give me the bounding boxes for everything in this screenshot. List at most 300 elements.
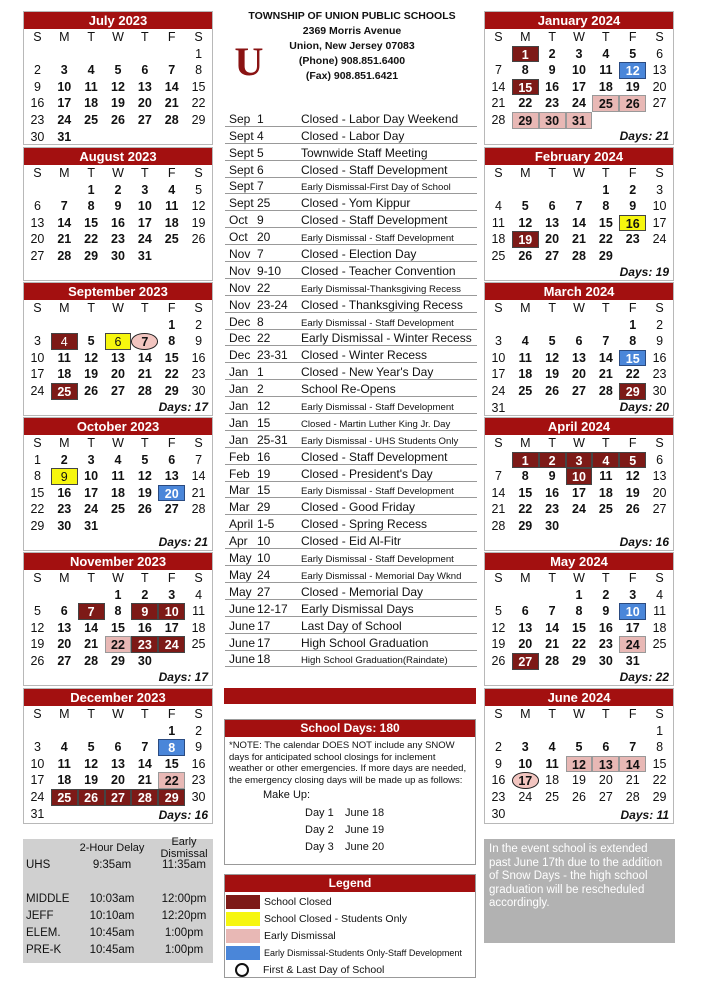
day-cell: 21 (625, 773, 640, 788)
day-cell: 28 (572, 248, 586, 263)
weekday-label: S (194, 436, 203, 450)
day-cell: 3 (521, 740, 529, 755)
event-description: Closed - Winter Recess (301, 348, 477, 363)
event-description: Early Dismissal - UHS Students Only (301, 436, 477, 448)
dismissal-time: 11:35am (162, 858, 206, 871)
event-date: 20 (257, 230, 301, 245)
makeup-row (225, 839, 475, 856)
weekday-label: S (494, 571, 503, 585)
day-cell: 2 (60, 452, 68, 467)
day-cell: 26 (84, 383, 99, 398)
delay-time: 10:45am (89, 943, 135, 956)
times-row (23, 941, 213, 958)
empty-cell (78, 317, 105, 334)
day-cell: 31 (491, 400, 506, 415)
district-fax: (Fax) 908.851.6421 (305, 70, 399, 82)
day-cell: 18 (57, 367, 72, 382)
event-month: Sept (225, 196, 257, 211)
day-cell: 26 (619, 95, 646, 112)
day-cell: 22 (84, 232, 99, 247)
day-cell: 10 (491, 350, 506, 365)
day-cell: 17 (57, 96, 72, 111)
day-cell: 17 (30, 773, 45, 788)
month-title: April 2024 (485, 418, 673, 435)
day-cell: 25 (111, 502, 125, 517)
empty-cell (24, 317, 51, 334)
event-row (225, 414, 477, 431)
day-cell: 3 (33, 740, 41, 755)
day-cell: 1 (33, 452, 41, 467)
event-month: Apr (225, 534, 257, 549)
school-days-count: Days: 17 (158, 670, 208, 684)
day-cell: 9 (548, 469, 556, 484)
event-date: 7 (257, 247, 301, 262)
event-date: 12-17 (257, 602, 301, 617)
day-cell: 30 (191, 789, 206, 804)
day-cell: 17 (164, 620, 179, 635)
weekday-label: W (573, 301, 585, 315)
weekday-label: T (602, 571, 610, 585)
day-cell: 21 (491, 502, 506, 517)
day-cell: 30 (652, 383, 667, 398)
weekday-label: F (167, 436, 176, 450)
weekday-label: F (628, 301, 637, 315)
day-cell: 12 (566, 756, 593, 773)
weekday-label: T (602, 436, 610, 450)
event-month: Sept (225, 179, 257, 194)
weekday-label: S (494, 301, 503, 315)
school-name: ELEM. (26, 926, 61, 939)
event-row (225, 279, 477, 296)
day-cell: 27 (57, 653, 72, 668)
weekday-label: S (655, 166, 664, 180)
event-row (225, 363, 477, 380)
day-cell: 16 (598, 620, 613, 635)
weekday-label: S (33, 166, 42, 180)
day-cell: 6 (521, 604, 529, 619)
day-cell: 14 (164, 79, 179, 94)
district-name: TOWNSHIP OF UNION PUBLIC SCHOOLS (248, 10, 456, 22)
day-cell: 16 (491, 773, 506, 788)
day-cell: 9 (195, 334, 203, 349)
day-cell: 6 (141, 63, 149, 78)
day-cell: 30 (57, 518, 72, 533)
day-cell: 17 (491, 367, 506, 382)
day-cell: 22 (598, 232, 613, 247)
school-days-count: Days: 16 (619, 535, 669, 549)
empty-cell (512, 317, 539, 334)
day-cell: 26 (491, 653, 506, 668)
event-description: Closed - New Year's Day (301, 365, 477, 380)
event-description: Early Dismissal - Staff Development (301, 233, 477, 245)
day-cell: 5 (33, 604, 41, 619)
event-month: April (225, 517, 257, 532)
empty-cell (566, 317, 593, 334)
day-cell: 4 (494, 199, 502, 214)
color-swatch (226, 895, 260, 909)
day-cell: 8 (158, 739, 185, 756)
day-cell: 25 (652, 637, 667, 652)
event-row (225, 431, 477, 448)
day-cell: 16 (545, 485, 560, 500)
day-cell: 6 (168, 452, 176, 467)
day-cell: 15 (111, 620, 125, 635)
weekday-label: T (548, 301, 556, 315)
day-cell: 11 (518, 350, 532, 365)
event-date: 19 (257, 467, 301, 482)
day-cell: 3 (629, 587, 637, 602)
day-cell: 29 (111, 653, 125, 668)
day-cell: 8 (33, 469, 41, 484)
weekday-label: S (655, 571, 664, 585)
event-row (225, 178, 477, 195)
event-date: 10 (257, 534, 301, 549)
event-date: 6 (257, 163, 301, 178)
dismissal-times-table (23, 835, 213, 963)
empty-cell (24, 46, 51, 63)
color-swatch (226, 946, 260, 960)
event-month: Sept (225, 129, 257, 144)
event-description: Early Dismissal Days (301, 602, 477, 617)
event-month: Nov (225, 281, 257, 296)
day-cell: 15 (572, 620, 586, 635)
day-cell: 18 (57, 773, 72, 788)
day-cell: 11 (165, 199, 179, 214)
event-description: Closed - Thanksgiving Recess (301, 298, 477, 313)
weekday-label: M (59, 166, 70, 180)
empty-cell (78, 723, 105, 740)
event-row (225, 380, 477, 397)
weekday-label: F (167, 30, 176, 44)
empty-cell (485, 182, 512, 199)
empty-cell (131, 317, 158, 334)
day-cell: 22 (625, 367, 640, 382)
month-title: July 2023 (24, 12, 212, 29)
day-cell: 15 (164, 756, 179, 771)
event-description: Early Dismissal - Staff Development (301, 402, 477, 414)
legend-item (225, 910, 475, 927)
day-cell: 5 (548, 334, 556, 349)
day-cell: 15 (30, 485, 45, 500)
makeup-date: June 20 (345, 841, 385, 853)
day-cell: 28 (137, 383, 152, 398)
color-swatch (226, 929, 260, 943)
empty-cell (24, 587, 51, 604)
month-title: March 2024 (485, 283, 673, 300)
day-cell: 29 (512, 112, 539, 129)
day-cell: 1 (656, 723, 664, 738)
day-cell: 21 (137, 773, 152, 788)
event-month: Jan (225, 399, 257, 414)
weekday-label: M (520, 166, 531, 180)
day-cell: 7 (60, 199, 68, 214)
event-row (225, 346, 477, 363)
weekday-label: F (628, 166, 637, 180)
event-description: Last Day of School (301, 619, 477, 634)
month-grid (485, 435, 673, 535)
day-cell: 19 (491, 637, 506, 652)
day-cell: 26 (518, 248, 533, 263)
event-month: Nov (225, 298, 257, 313)
event-month: Nov (225, 264, 257, 279)
day-cell: 11 (599, 469, 613, 484)
day-cell: 25 (491, 248, 506, 263)
event-date: 25-31 (257, 433, 301, 448)
day-cell: 1 (512, 452, 539, 469)
day-cell: 6 (656, 452, 664, 467)
day-cell: 1 (168, 723, 176, 738)
day-cell: 14 (491, 485, 506, 500)
day-cell: 30 (191, 383, 206, 398)
day-cell: 2 (494, 740, 502, 755)
weekday-label: T (602, 30, 610, 44)
day-cell: 4 (87, 63, 95, 78)
event-row (225, 617, 477, 634)
day-cell: 26 (111, 112, 125, 127)
legend-item (225, 944, 475, 961)
event-date: 17 (257, 636, 301, 651)
event-row (225, 397, 477, 414)
event-month: June (225, 619, 257, 634)
school-name: UHS (26, 858, 51, 871)
day-cell: 2 (141, 587, 149, 602)
day-cell: 24 (84, 502, 99, 517)
month-grid (485, 29, 673, 129)
day-cell: 7 (141, 740, 149, 755)
day-cell: 20 (57, 637, 72, 652)
weekday-label: T (141, 707, 149, 721)
day-cell: 29 (158, 789, 185, 806)
day-cell: 3 (33, 334, 41, 349)
event-month: Dec (225, 331, 257, 346)
day-cell: 16 (545, 79, 560, 94)
day-cell: 17 (84, 485, 99, 500)
day-cell: 29 (30, 518, 45, 533)
day-cell: 13 (518, 620, 533, 635)
event-description: Closed - Martin Luther King Jr. Day (301, 419, 477, 431)
weekday-label: F (628, 707, 637, 721)
day-cell: 2 (548, 46, 556, 61)
day-cell: 13 (545, 215, 560, 230)
day-cell: 12 (84, 350, 99, 365)
event-month: Dec (225, 348, 257, 363)
weekday-label: M (59, 707, 70, 721)
day-cell: 24 (518, 789, 533, 804)
day-cell: 22 (30, 502, 45, 517)
day-cell: 13 (164, 469, 179, 484)
event-month: Mar (225, 500, 257, 515)
weekday-label: S (33, 436, 42, 450)
day-cell: 2 (195, 723, 203, 738)
day-cell: 6 (548, 199, 556, 214)
day-cell: 18 (491, 232, 506, 247)
day-cell: 15 (84, 215, 99, 230)
weekday-label: S (494, 30, 503, 44)
event-date: 12 (257, 399, 301, 414)
empty-cell (105, 317, 132, 334)
day-cell: 19 (625, 79, 640, 94)
day-cell: 31 (57, 129, 72, 144)
day-cell: 15 (619, 350, 646, 367)
day-cell: 4 (602, 46, 610, 61)
weekday-label: S (494, 166, 503, 180)
divider-bar (224, 688, 476, 704)
event-date: 5 (257, 146, 301, 161)
day-cell: 25 (191, 637, 206, 652)
event-row (225, 211, 477, 228)
day-cell: 10 (137, 199, 152, 214)
event-description: Early Dismissal - Winter Recess (301, 331, 477, 346)
weekday-label: W (112, 301, 124, 315)
day-cell: 10 (566, 468, 593, 485)
day-cell: 28 (131, 789, 158, 806)
day-cell: 6 (60, 604, 68, 619)
school-days-box (224, 719, 476, 865)
event-month: Jan (225, 365, 257, 380)
day-cell: 19 (512, 231, 539, 248)
day-cell: 3 (87, 452, 95, 467)
school-days-count: Days: 11 (620, 808, 669, 822)
day-cell: 8 (656, 740, 664, 755)
month-grid (24, 570, 212, 670)
event-row (225, 194, 477, 211)
legend-label: Early Dismissal (264, 929, 336, 942)
event-description: School Re-Opens (301, 382, 477, 397)
day-cell: 17 (652, 215, 667, 230)
event-description: Closed - Staff Development (301, 213, 477, 228)
day-cell: 6 (656, 46, 664, 61)
day-cell: 27 (652, 502, 667, 517)
day-cell: 22 (518, 502, 533, 517)
day-cell: 26 (78, 789, 105, 806)
day-cell: 20 (598, 773, 613, 788)
day-cell: 28 (491, 112, 506, 127)
event-description: Closed - Spring Recess (301, 517, 477, 532)
empty-cell (485, 452, 512, 469)
weekday-label: F (167, 571, 176, 585)
day-cell: 18 (191, 620, 206, 635)
event-row (225, 465, 477, 482)
event-description: Early Dismissal - Staff Development (301, 554, 477, 566)
day-cell: 9 (494, 756, 502, 771)
day-cell: 27 (111, 383, 125, 398)
day-cell: 14 (619, 756, 646, 773)
day-cell: 29 (518, 518, 533, 533)
weekday-label: T (87, 166, 95, 180)
day-cell: 19 (84, 367, 99, 382)
day-cell: 6 (602, 740, 610, 755)
event-month: Jan (225, 416, 257, 431)
day-cell: 11 (599, 63, 613, 78)
event-date: 1-5 (257, 517, 301, 532)
event-date: 10 (257, 551, 301, 566)
day-cell: 3 (60, 63, 68, 78)
day-cell: 28 (625, 789, 640, 804)
day-cell: 29 (84, 248, 99, 263)
day-cell: 20 (30, 232, 45, 247)
day-cell: 13 (572, 350, 586, 365)
day-cell: 2 (629, 182, 637, 197)
event-description: High School Graduation (301, 636, 477, 651)
school-days-title: School Days: 180 (225, 720, 475, 737)
day-cell: 27 (598, 789, 613, 804)
school-name: MIDDLE (26, 892, 70, 905)
day-cell: 8 (168, 334, 176, 349)
event-date: 22 (257, 331, 301, 346)
day-cell: 23 (652, 367, 667, 382)
day-cell: 23 (30, 112, 45, 127)
event-month: Jan (225, 433, 257, 448)
day-cell: 27 (105, 789, 132, 806)
day-cell: 8 (602, 199, 610, 214)
day-cell: 11 (57, 756, 71, 771)
day-cell: 23 (491, 789, 506, 804)
day-cell: 18 (164, 215, 179, 230)
month-august-2023 (23, 147, 213, 281)
day-cell: 8 (575, 604, 583, 619)
event-row (225, 296, 477, 313)
union-logo-icon: U (234, 39, 264, 84)
event-month: May (225, 551, 257, 566)
day-cell: 8 (87, 199, 95, 214)
day-cell: 16 (57, 485, 72, 500)
day-cell: 30 (545, 518, 560, 533)
day-cell: 24 (572, 96, 586, 111)
day-cell: 5 (114, 63, 122, 78)
event-row (225, 634, 477, 651)
empty-cell (51, 587, 78, 604)
day-cell: 31 (566, 112, 593, 129)
day-cell: 4 (60, 740, 68, 755)
day-cell: 11 (57, 350, 71, 365)
times-row (23, 907, 213, 924)
day-cell: 16 (111, 215, 125, 230)
empty-cell (485, 317, 512, 334)
makeup-date: June 19 (345, 824, 385, 836)
times-row (23, 924, 213, 941)
weekday-label: W (573, 436, 585, 450)
month-title: June 2024 (485, 689, 673, 706)
day-cell: 16 (619, 215, 646, 232)
day-cell: 9 (656, 334, 664, 349)
weekday-label: S (194, 166, 203, 180)
day-cell: 1 (512, 46, 539, 63)
snow-day-note: *NOTE: The calendar DOES NOT include any SNOW days for anticipated school closings for inclement weather or other emergencies. If more days are needed, the emergency closing days will be made up as follows: (229, 740, 467, 786)
weekday-label: S (494, 707, 503, 721)
day-cell: 11 (491, 215, 505, 230)
day-cell: 4 (521, 334, 529, 349)
day-cell: 9 (33, 79, 41, 94)
day-cell: 21 (491, 96, 506, 111)
weekday-label: F (628, 436, 637, 450)
event-month: Dec (225, 315, 257, 330)
day-cell: 21 (84, 637, 99, 652)
day-cell: 25 (51, 789, 78, 806)
district-phone: (Phone) 908.851.6400 (298, 55, 406, 67)
event-row (225, 228, 477, 245)
event-date: 2 (257, 382, 301, 397)
day-cell: 10 (158, 603, 185, 620)
day-cell: 27 (137, 112, 152, 127)
day-cell: 20 (545, 232, 560, 247)
weekday-label: T (87, 707, 95, 721)
event-row (225, 549, 477, 566)
day-cell: 7 (168, 63, 176, 78)
day-cell: 9 (114, 199, 122, 214)
day-cell: 3 (168, 587, 176, 602)
month-grid (485, 165, 673, 265)
day-cell: 31 (625, 653, 640, 668)
